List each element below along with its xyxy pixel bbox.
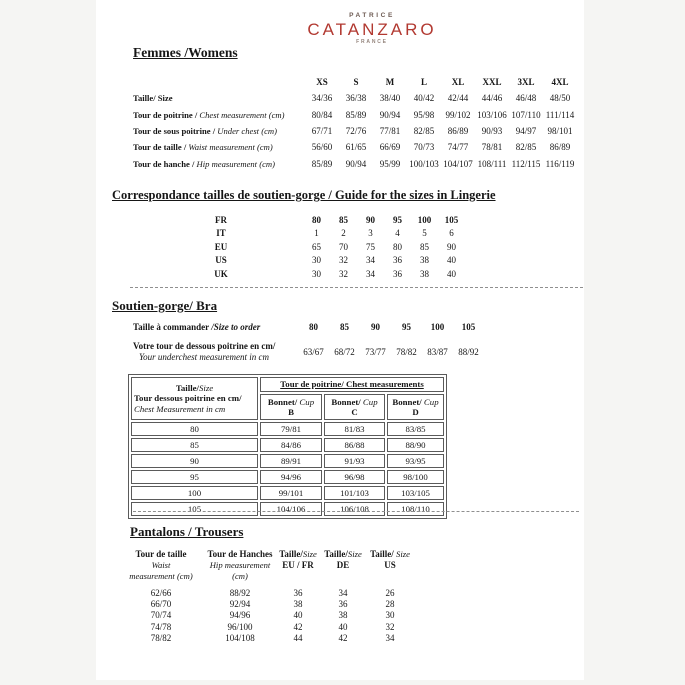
size-col-header: 3XL — [517, 77, 535, 88]
value-cell: 103/105 — [387, 486, 444, 500]
trousers-row — [116, 587, 416, 598]
cup-row — [131, 454, 444, 468]
lingerie-row-us — [205, 254, 465, 268]
row-label-fr: Tour de taille / — [133, 142, 189, 153]
cup-row — [131, 470, 444, 484]
bonnet-label: Bonnet/ — [392, 396, 424, 407]
value-cell: 61/65 — [345, 142, 367, 153]
trousers-row — [116, 621, 416, 632]
row-label — [133, 317, 298, 337]
value-cell: 99/101 — [260, 486, 322, 500]
row-label-fr: Taille/ Size — [133, 93, 173, 104]
value-cell: 77/81 — [379, 126, 401, 137]
cup-letter: C — [351, 407, 358, 417]
value-cell: 40 — [293, 610, 303, 621]
cup-c-header — [324, 394, 385, 420]
value-cell: 78/82 — [396, 347, 417, 357]
cup-label: Cup — [299, 396, 315, 407]
value-cell: 32 — [339, 268, 348, 279]
country-label: FR — [215, 214, 227, 225]
value-cell: 85/89 — [345, 109, 367, 120]
hip-label-fr: Tour de Hanches — [207, 549, 273, 559]
row-label — [133, 90, 305, 106]
value-cell: 85 — [340, 322, 349, 332]
value-cell: 70 — [339, 241, 348, 252]
country-label: UK — [214, 268, 228, 279]
value-cell: 42 — [293, 621, 303, 632]
value-cell: 38/40 — [379, 93, 401, 104]
value-cell: 74/78 — [150, 621, 172, 632]
hip-label-en2: (cm) — [232, 571, 248, 581]
spacer-cell — [237, 267, 303, 281]
value-cell: 40 — [447, 268, 456, 279]
value-cell: 89/91 — [260, 454, 322, 468]
womens-row-waist — [133, 139, 577, 155]
value-cell: 40/42 — [413, 93, 435, 104]
value-cell: 67/71 — [311, 126, 333, 137]
value-cell: 106/108 — [324, 502, 385, 516]
cup-b-header — [260, 394, 322, 420]
cup-row — [131, 502, 444, 516]
value-cell: 85 — [339, 214, 348, 225]
de-label: DE — [336, 560, 350, 570]
value-cell: 98/101 — [547, 126, 573, 137]
row-label-en: Chest measurement (cm) — [199, 109, 285, 120]
womens-row-size — [133, 90, 577, 106]
value-cell: 36 — [393, 268, 402, 279]
us-col-header — [364, 549, 416, 587]
row-label-en: /Size to order — [211, 322, 261, 332]
value-cell: 108/110 — [387, 502, 444, 516]
size-label-en: Size — [347, 549, 362, 559]
value-cell: 80 — [393, 241, 402, 252]
value-cell: 79/81 — [260, 422, 322, 436]
value-cell: 40 — [338, 621, 348, 632]
value-cell: 44/46 — [481, 93, 503, 104]
size-label-en: Size — [302, 549, 317, 559]
spacer-cell — [237, 213, 303, 227]
row-label — [133, 155, 305, 171]
trousers-heading: Pantalons / Trousers — [130, 524, 244, 539]
value-cell: 86/89 — [447, 126, 469, 137]
row-label-en: Hip measurement (cm) — [196, 158, 275, 169]
value-cell: 90/94 — [379, 109, 401, 120]
bonnet-label: Bonnet/ — [331, 396, 363, 407]
value-cell: 65 — [312, 241, 321, 252]
bonnet-label: Bonnet/ — [267, 396, 300, 407]
bra-underchest-row — [133, 337, 484, 367]
hip-label-en: Hip measurement — [209, 560, 271, 570]
bra-heading: Soutien-gorge/ Bra — [112, 298, 218, 313]
cup-letter: B — [288, 407, 294, 417]
value-cell: 36 — [393, 255, 402, 266]
womens-header-row — [133, 74, 577, 90]
value-cell: 95 — [402, 322, 411, 332]
lingerie-row-eu — [205, 240, 465, 254]
value-cell: 105 — [461, 322, 476, 332]
lingerie-correspondence-table — [205, 213, 465, 281]
womens-row-hip — [133, 155, 577, 171]
row-label-en: Under chest (cm) — [217, 126, 277, 137]
value-cell: 70/73 — [413, 142, 435, 153]
value-cell: 75 — [366, 241, 375, 252]
value-cell: 90 — [447, 241, 456, 252]
value-cell: 88/92 — [458, 347, 479, 357]
cup-corner-header — [131, 377, 258, 420]
value-cell: 72/76 — [345, 126, 367, 137]
size-cell: 100 — [131, 486, 258, 500]
value-cell: 3 — [368, 228, 373, 239]
value-cell: 36/38 — [345, 93, 367, 104]
value-cell: 56/60 — [311, 142, 333, 153]
value-cell: 32 — [385, 621, 395, 632]
row-label — [133, 107, 305, 123]
brand-logo — [252, 13, 492, 45]
section-divider — [133, 511, 579, 512]
value-cell: 104/107 — [443, 158, 473, 169]
value-cell: 78/81 — [481, 142, 503, 153]
row-label — [133, 337, 298, 367]
value-cell: 100 — [430, 322, 445, 332]
value-cell: 38 — [420, 255, 429, 266]
row-label-fr: Tour de hanche / — [133, 158, 197, 169]
hip-col-header — [206, 549, 274, 587]
de-col-header — [322, 549, 364, 587]
waist-label-en: Waist — [151, 560, 171, 570]
value-cell: 38 — [293, 599, 303, 610]
value-cell: 34 — [385, 633, 395, 644]
size-col-header: S — [353, 77, 359, 88]
value-cell: 32 — [339, 255, 348, 266]
section-divider — [130, 287, 583, 288]
value-cell: 80 — [309, 322, 318, 332]
size-cell: 95 — [131, 470, 258, 484]
cup-row — [131, 422, 444, 436]
size-label-fr: Taille/ — [324, 549, 348, 559]
corner-size-en: Size — [198, 382, 214, 393]
value-cell: 93/95 — [387, 454, 444, 468]
lingerie-row-fr — [205, 213, 465, 227]
cup-letter: D — [412, 407, 419, 417]
corner-underchest-label: Tour dessous poitrine en cm/ — [134, 393, 242, 404]
row-label — [133, 123, 305, 139]
lingerie-row-it — [205, 227, 465, 241]
womens-heading: Femmes /Womens — [133, 45, 238, 60]
value-cell: 90/93 — [481, 126, 503, 137]
trousers-row — [116, 610, 416, 621]
spacer-cell — [237, 227, 303, 241]
value-cell: 36 — [338, 599, 348, 610]
size-col-header: XXL — [482, 77, 502, 88]
value-cell: 73/77 — [365, 347, 386, 357]
value-cell: 86/88 — [324, 438, 385, 452]
lingerie-guide-heading: Correspondance tailles de soutien-gorge / Guide for the sizes in Lingerie — [112, 188, 496, 202]
size-cell: 105 — [131, 502, 258, 516]
spacer-cell — [133, 74, 305, 90]
cup-label: Cup — [423, 396, 439, 407]
row-label — [133, 139, 305, 155]
value-cell: 42/44 — [447, 93, 469, 104]
value-cell: 100 — [417, 214, 432, 225]
brand-logo-france: FRANCE — [356, 38, 388, 45]
country-label: EU — [214, 241, 228, 252]
value-cell: 34 — [366, 255, 375, 266]
value-cell: 112/115 — [511, 158, 541, 169]
row-label-en: Waist measurement (cm) — [188, 142, 273, 153]
value-cell: 96/100 — [227, 621, 253, 632]
value-cell: 96/98 — [324, 470, 385, 484]
value-cell: 6 — [449, 228, 454, 239]
cup-header-row — [131, 377, 444, 392]
value-cell: 80/84 — [311, 109, 333, 120]
value-cell: 74/77 — [447, 142, 469, 153]
lingerie-row-uk — [205, 267, 465, 281]
value-cell: 90 — [366, 214, 375, 225]
value-cell: 48/50 — [549, 93, 571, 104]
value-cell: 62/66 — [150, 587, 172, 598]
corner-chest-label: Chest Measurement in cm — [134, 403, 226, 414]
row-label-fr: Tour de sous poitrine / — [133, 126, 218, 137]
size-cell: 85 — [131, 438, 258, 452]
value-cell: 86/89 — [549, 142, 571, 153]
womens-size-table — [133, 74, 577, 172]
corner-size-label — [132, 383, 257, 394]
row-label-fr: Votre tour de dessous poitrine en cm/ — [133, 341, 276, 351]
cup-d-header — [387, 394, 444, 420]
value-cell: 63/67 — [303, 347, 324, 357]
value-cell: 83/87 — [427, 347, 448, 357]
value-cell: 81/83 — [324, 422, 385, 436]
size-cell: 90 — [131, 454, 258, 468]
value-cell: 99/102 — [445, 109, 471, 120]
value-cell: 46/48 — [515, 93, 537, 104]
value-cell: 92/94 — [229, 599, 251, 610]
value-cell: 94/96 — [260, 470, 322, 484]
value-cell: 105 — [444, 214, 459, 225]
cup-size-table — [128, 374, 447, 519]
trousers-size-table — [116, 549, 416, 644]
value-cell: 108/111 — [477, 158, 507, 169]
size-col-header: M — [385, 77, 395, 88]
value-cell: 84/86 — [260, 438, 322, 452]
value-cell: 34 — [366, 268, 375, 279]
value-cell: 28 — [385, 599, 395, 610]
value-cell: 1 — [314, 228, 319, 239]
value-cell: 91/93 — [324, 454, 385, 468]
value-cell: 5 — [422, 228, 427, 239]
value-cell: 100/103 — [409, 158, 439, 169]
value-cell: 90 — [371, 322, 380, 332]
size-label-fr: Taille/ — [279, 549, 303, 559]
size-col-header: XS — [316, 77, 328, 88]
value-cell: 80 — [312, 214, 321, 225]
us-label: US — [384, 560, 396, 570]
waist-label-en2: measurement (cm) — [129, 571, 193, 581]
value-cell: 40 — [447, 255, 456, 266]
womens-row-underchest — [133, 123, 577, 139]
value-cell: 4 — [395, 228, 400, 239]
value-cell: 95/98 — [413, 109, 435, 120]
size-col-header: 4XL — [551, 77, 569, 88]
row-label-fr: Tour de poitrine / — [133, 109, 200, 120]
corner-size-fr: Taille/ — [175, 382, 199, 393]
value-cell: 83/85 — [387, 422, 444, 436]
spacer-cell — [237, 240, 303, 254]
value-cell: 90/94 — [345, 158, 367, 169]
trousers-header-row — [116, 549, 416, 587]
eu-fr-label: EU / FR — [282, 560, 314, 570]
value-cell: 2 — [341, 228, 346, 239]
womens-row-chest — [133, 107, 577, 123]
country-label: IT — [216, 228, 226, 239]
value-cell: 85/89 — [311, 158, 333, 169]
value-cell: 36 — [293, 587, 303, 598]
brand-logo-patrice: PATRICE — [349, 12, 395, 19]
waist-label-fr: Tour de taille — [135, 549, 187, 559]
value-cell: 107/110 — [511, 109, 541, 120]
trousers-row — [116, 633, 416, 644]
value-cell: 103/106 — [477, 109, 507, 120]
value-cell: 94/97 — [515, 126, 537, 137]
value-cell: 104/108 — [225, 633, 255, 644]
value-cell: 116/119 — [545, 158, 575, 169]
value-cell: 95 — [393, 214, 402, 225]
value-cell: 94/96 — [229, 610, 251, 621]
size-col-header: L — [420, 77, 427, 88]
value-cell: 78/82 — [150, 633, 172, 644]
value-cell: 82/85 — [515, 142, 537, 153]
value-cell: 26 — [385, 587, 395, 598]
cup-row — [131, 438, 444, 452]
row-label-fr: Taille à commander — [133, 322, 212, 332]
value-cell: 88/90 — [387, 438, 444, 452]
bra-order-table — [133, 317, 484, 367]
value-cell: 101/103 — [324, 486, 385, 500]
eu-fr-col-header — [274, 549, 322, 587]
value-cell: 85 — [420, 241, 429, 252]
value-cell: 38 — [338, 610, 348, 621]
size-col-header: XL — [451, 77, 465, 88]
cup-row — [131, 486, 444, 500]
trousers-row — [116, 598, 416, 609]
value-cell: 104/106 — [260, 502, 322, 516]
value-cell: 44 — [293, 633, 303, 644]
value-cell: 70/74 — [150, 610, 172, 621]
value-cell: 66/70 — [150, 599, 172, 610]
value-cell: 88/92 — [229, 587, 251, 598]
value-cell: 68/72 — [334, 347, 355, 357]
value-cell: 82/85 — [413, 126, 435, 137]
value-cell: 111/114 — [545, 109, 575, 120]
value-cell: 66/69 — [379, 142, 401, 153]
value-cell: 95/99 — [379, 158, 401, 169]
spacer-cell — [237, 254, 303, 268]
value-cell: 30 — [312, 255, 321, 266]
country-label: US — [215, 255, 227, 266]
chest-measurements-label: Tour de poitrine/ Chest measurements — [280, 379, 424, 390]
size-cell: 80 — [131, 422, 258, 436]
value-cell: 30 — [312, 268, 321, 279]
value-cell: 38 — [420, 268, 429, 279]
brand-logo-catanzaro: CATANZARO — [307, 19, 437, 39]
size-label-fr: Taille/ — [370, 549, 397, 559]
value-cell: 98/100 — [387, 470, 444, 484]
row-label-en: Your underchest measurement in cm — [139, 352, 269, 362]
value-cell: 34/36 — [311, 93, 333, 104]
value-cell: 42 — [338, 633, 348, 644]
waist-col-header — [116, 549, 206, 587]
value-cell: 30 — [385, 610, 395, 621]
chest-measurements-header — [260, 377, 444, 392]
bra-size-row — [133, 317, 484, 337]
size-label-en: Size — [396, 549, 410, 559]
value-cell: 34 — [338, 587, 348, 598]
cup-label: Cup — [362, 396, 378, 407]
